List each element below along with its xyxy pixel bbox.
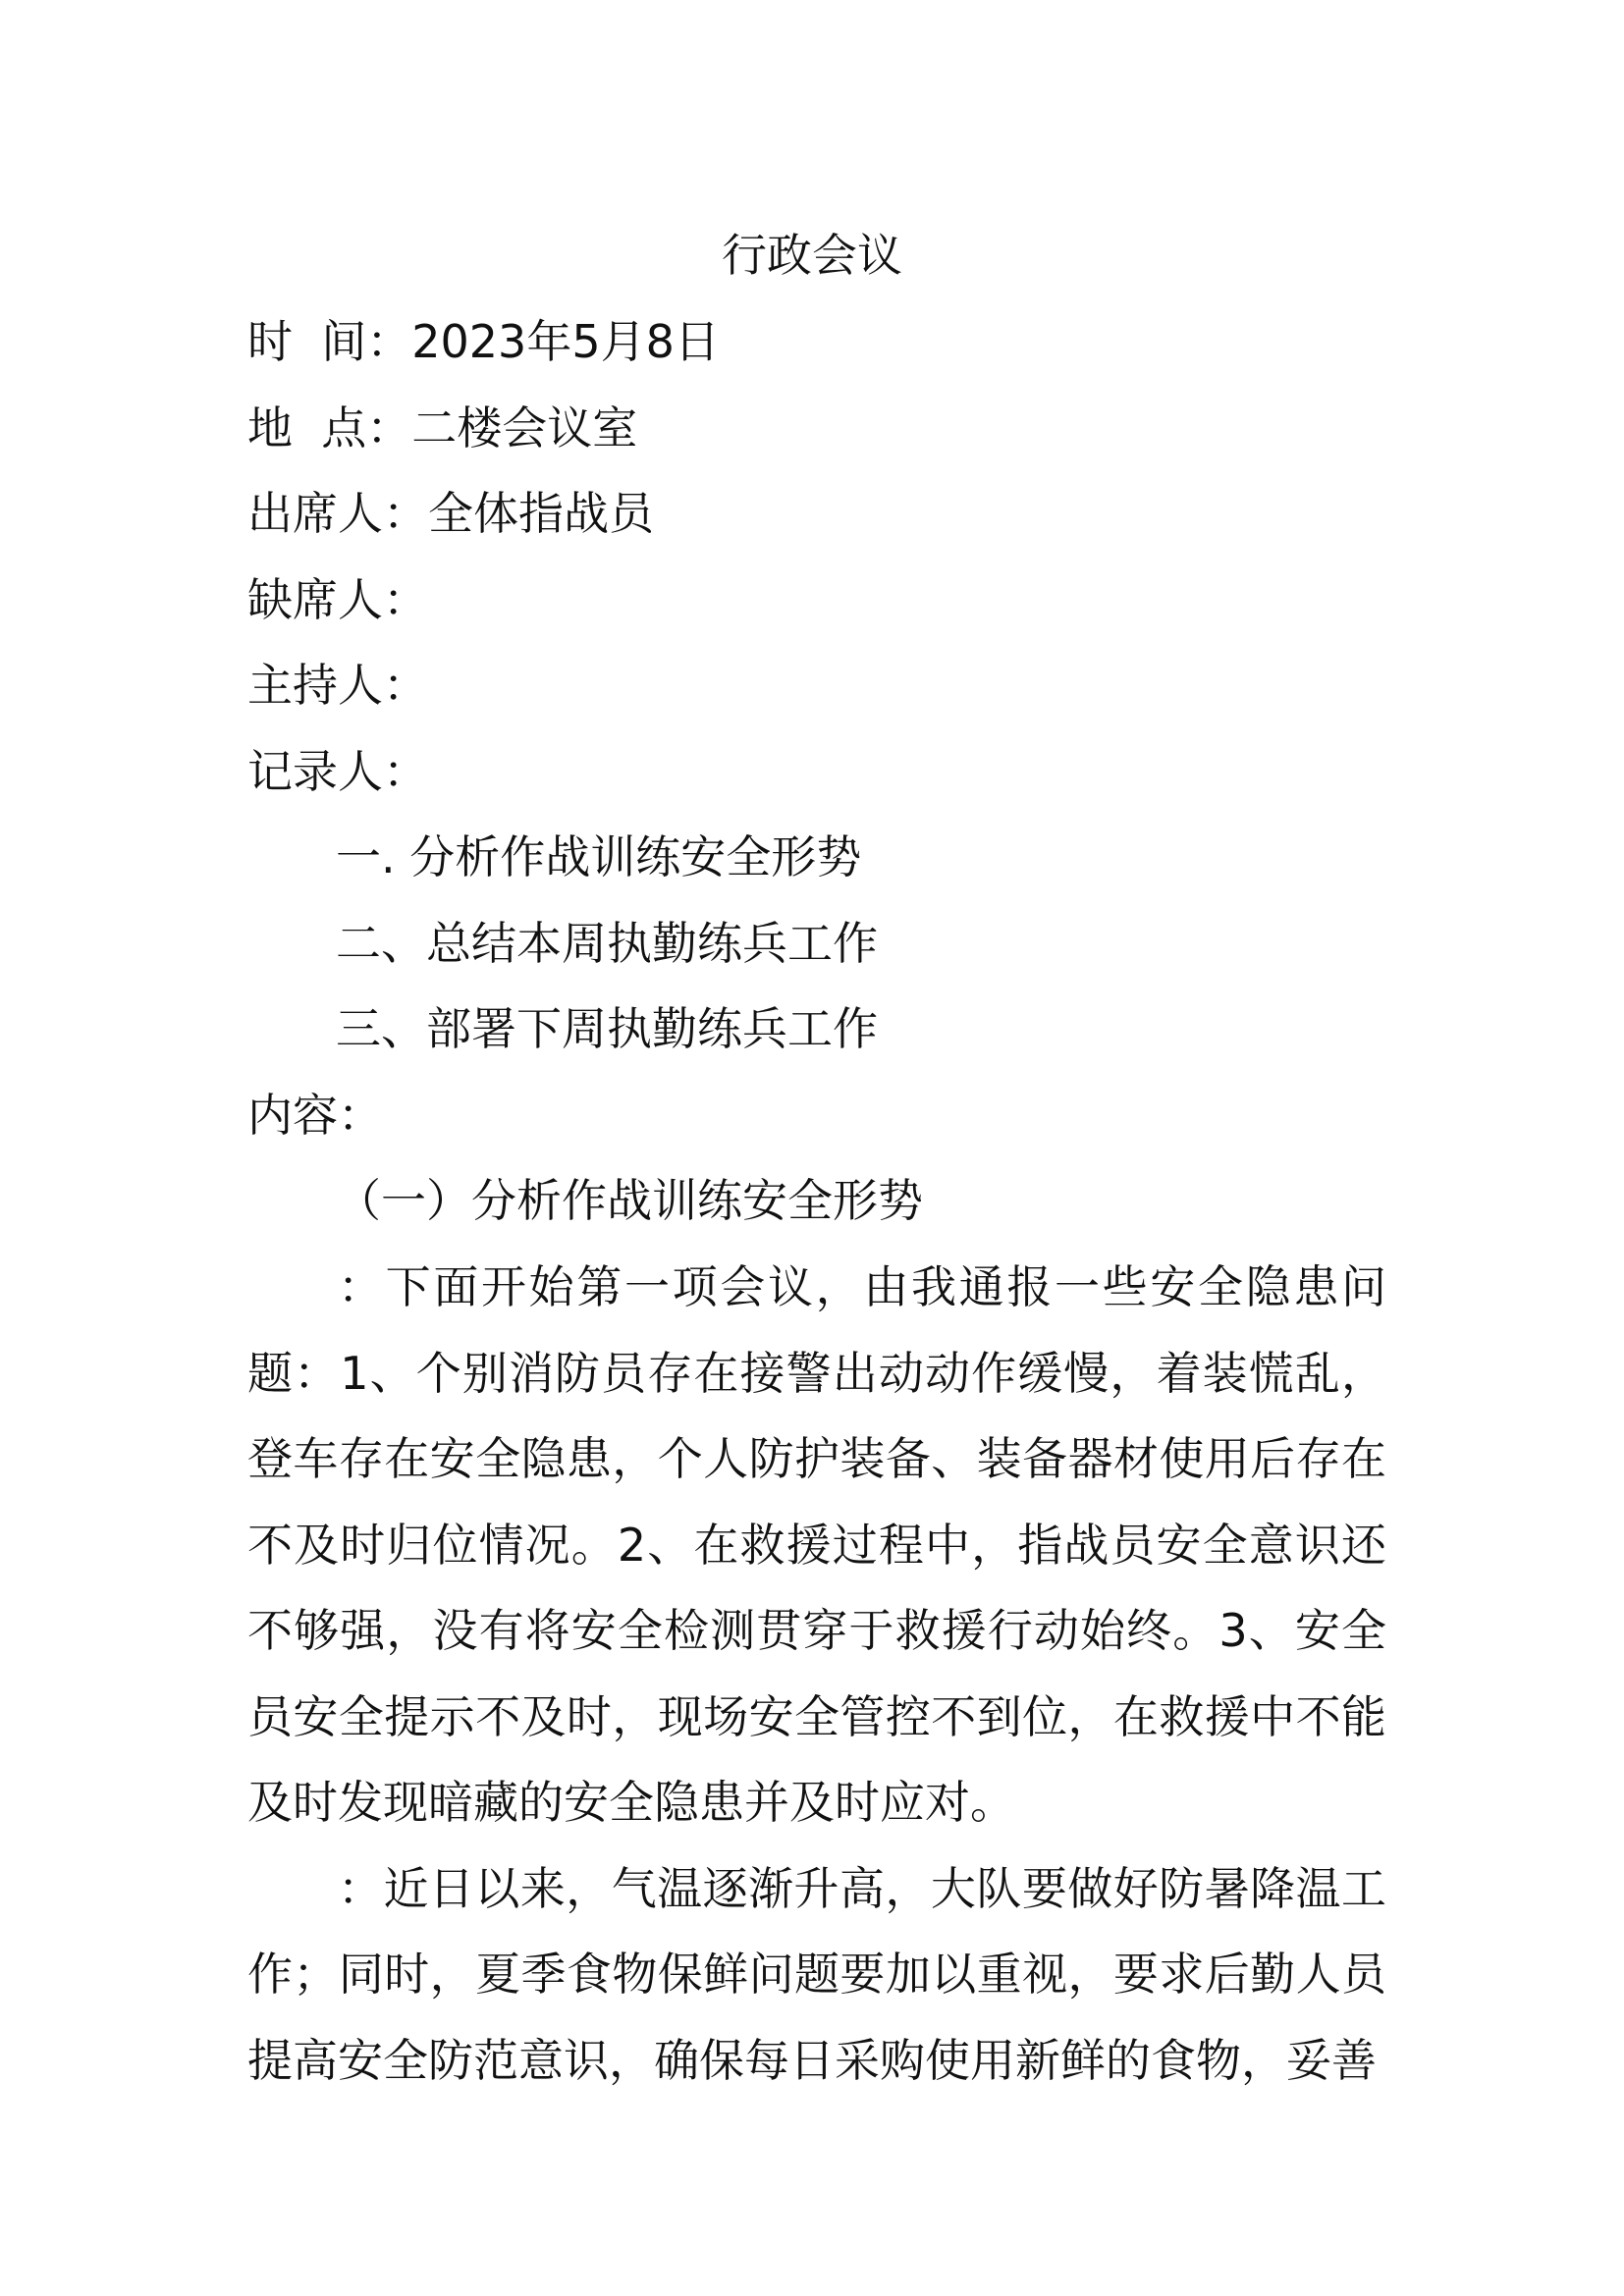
host-label: 主持人： — [247, 659, 428, 712]
place-label: 地 点： — [247, 401, 412, 454]
meta-absent — [247, 568, 428, 631]
attendees-label: 出席人： — [247, 487, 428, 540]
paragraph-2: ：近日以来，气温逐渐升高，大队要做好防暑降温工作；同时，夏季食物保鲜问题要加以重视，要求后勤人员提高安全防范意识，确保每日采购使用新鲜的食物，妥善 — [247, 1861, 1386, 2087]
meta-attendees — [247, 482, 654, 545]
attendees-value: 全体指战员 — [428, 487, 654, 540]
section-heading: （一）分析作战训练安全形势 — [336, 1174, 923, 1227]
time-value: 2023年5月8日 — [411, 315, 720, 368]
document-title: 行政会议 — [722, 229, 902, 282]
agenda-item: 二、总结本周执勤练兵工作 — [336, 917, 878, 970]
body-paragraphs — [247, 1245, 1386, 2104]
time-label: 时 间： — [247, 315, 412, 368]
agenda-item: 三、部署下周执勤练兵工作 — [336, 1002, 878, 1055]
place-value: 二楼会议室 — [411, 401, 638, 454]
recorder-label: 记录人： — [247, 745, 428, 798]
meta-place — [247, 397, 637, 459]
absent-label: 缺席人： — [247, 573, 428, 626]
paragraph-1: ：下面开始第一项会议，由我通报一些安全隐患问题：1、个别消防员存在接警出动动作缓慢，着装慌乱，登车存在安全隐患，个人防护装备、装备器材使用后存在不及时归位情况。2、在救援过程中，指战员安全意识还不够强，没有将安全检测贯穿于救援行动始终。3、安全员安全提示不及时，现场安全管控不到位，在救援中不能及时发现暗藏的安全隐患并及时应对。 — [247, 1260, 1386, 1829]
content-label: 内容： — [247, 1089, 383, 1142]
meta-host — [247, 654, 428, 717]
agenda-item: 一. 分析作战训练安全形势 — [336, 830, 862, 883]
meta-recorder — [247, 740, 428, 803]
meta-time — [247, 310, 720, 373]
